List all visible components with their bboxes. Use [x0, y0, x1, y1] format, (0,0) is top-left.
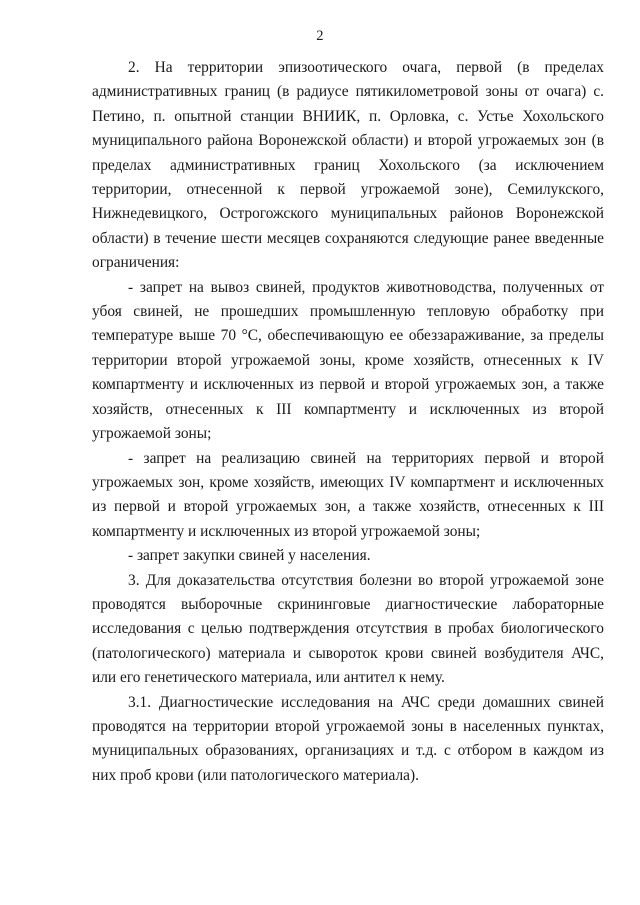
paragraph-restriction-export: - запрет на вывоз свиней, продуктов животноводства, полученных от убоя свиней, не прошедших промышленную тепловую обработку при температуре выше 70 °С, обеспечивающую ее обеззараживание, за пределы территории второй угрожаемой зоны, кроме хозяйств, отнесенных к IV компартменту и исключенных из первой и второй угрожаемых зон, а также хозяйств, отнесенных к III компартменту и исключенных из второй угрожаемой зоны; — [92, 278, 604, 443]
document-body — [92, 56, 604, 788]
paragraph-restriction-purchase: - запрет закупки свиней у населения. — [128, 547, 371, 565]
paragraph-2: 2. На территории эпизоотического очага, первой (в пределах административных границ (в радиусе пятикилометровой зоны от очага) с. Петино, п. опытной станции ВНИИК, п. Орловка, с. Устье Хохольского муниципального района Воронежской области) и второй угрожаемых зон (в пределах административных границ Хохольского (за исключением территории, отнесенной к первой угрожаемой зоне), Семилукского, Нижнедевицкого, Острогожского муниципальных районов Воронежской области) в течение шести месяцев сохраняются следующие ранее введенные ограничения: — [92, 59, 604, 272]
paragraph-3: 3. Для доказательства отсутствия болезни во второй угрожаемой зоне проводятся выборочные скрининговые диагностические лабораторные исследования с целью подтверждения отсутствия в пробах биологического (патологического) материала и сывороток крови свиней возбудителя АЧС, или его генетического материала, или антител к нему. — [92, 571, 604, 687]
paragraph-restriction-sale: - запрет на реализацию свиней на территориях первой и второй угрожаемых зон, кроме хозяйств, имеющих IV компартмент и исключенных из первой и второй угрожаемых зон, а также хозяйств, отнесенных к III компартменту и исключенных из второй угрожаемой зоны; — [92, 449, 604, 540]
page-number: 2 — [316, 28, 324, 44]
paragraph-3-1: 3.1. Диагностические исследования на АЧС среди домашних свиней проводятся на территории второй угрожаемой зоны в населенных пунктах, муниципальных образованиях, организациях и т.д. с отбором в каждом из них проб крови (или патологического материала). — [92, 693, 604, 784]
